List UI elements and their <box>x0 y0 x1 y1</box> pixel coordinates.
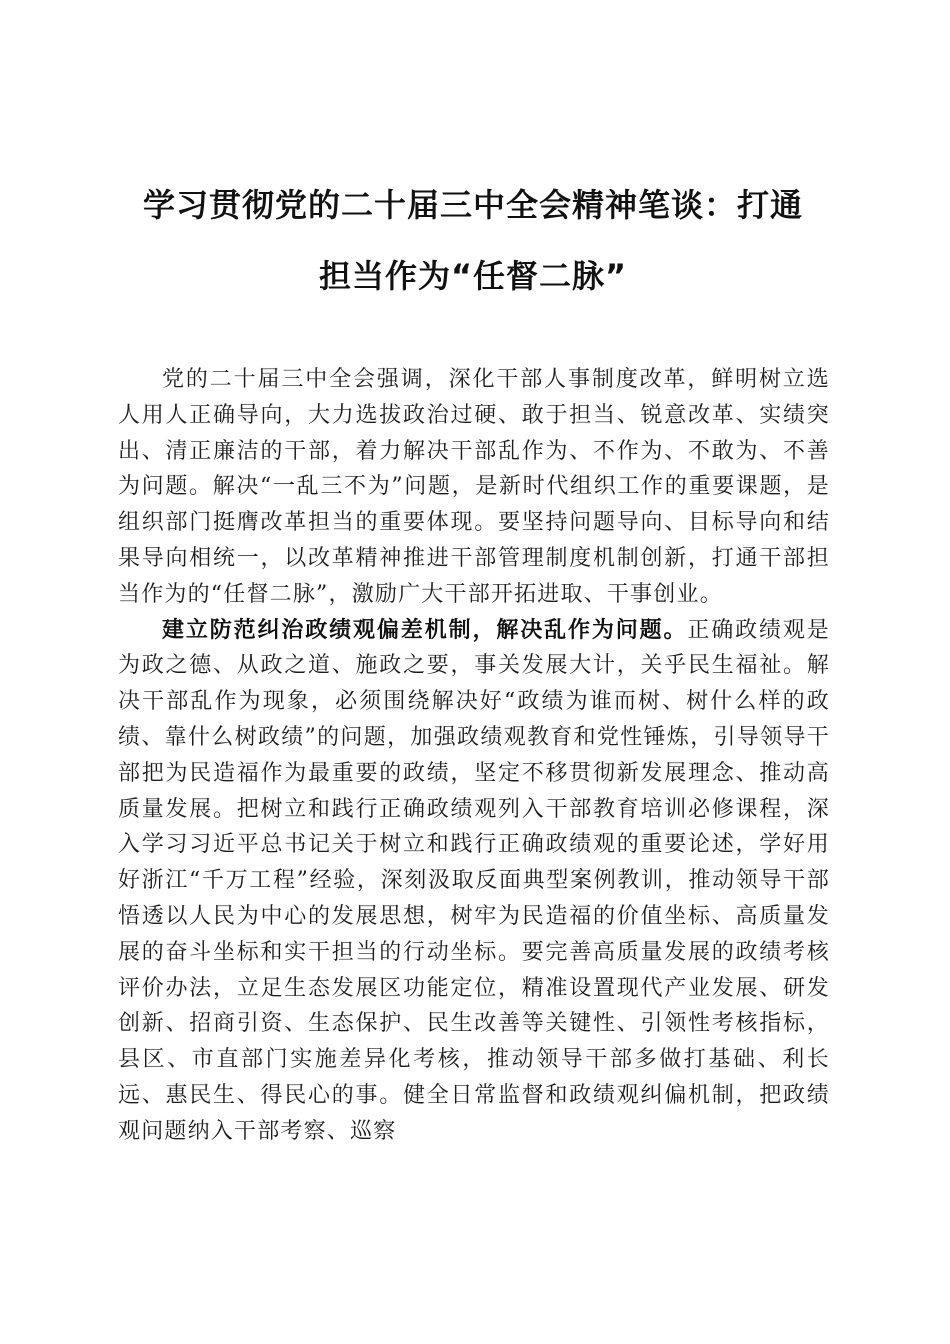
section-heading: 建立防范纠治政绩观偏差机制，解决乱作为问题。 <box>162 617 688 643</box>
title-line-2: 担当作为“任督二脉” <box>318 257 628 295</box>
document-title <box>118 170 828 312</box>
paragraph-intro <box>118 362 830 613</box>
document-body <box>118 362 830 1150</box>
paragraph-section-1 <box>118 613 830 1150</box>
paragraph-text: 正确政绩观是为政之德、从政之道、施政之要，事关发展大计，关乎民生福祉。解决干部乱作为现象，必须围绕解决好“政绩为谁而树、树什么样的政绩、靠什么树政绩”的问题，加强政绩观教育和党性锤炼，引导领导干部把为民造福作为最重要的政绩，坚定不移贯彻新发展理念、推动高质量发展。把树立和践行正确政绩观列入干部教育培训必修课程，深入学习习近平总书记关于树立和践行正确政绩观的重要论述，学好用好浙江“千万工程”经验，深刻汲取反面典型案例教训，推动领导干部悟透以人民为中心的发展思想，树牢为民造福的价值坐标、高质量发展的奋斗坐标和实干担当的行动坐标。要完善高质量发展的政绩考核评价办法，立足生态发展区功能定位，精准设置现代产业发展、研发创新、招商引资、生态保护、民生改善等关键性、引领性考核指标，县区、市直部门实施差异化考核，推动领导干部多做打基础、利长远、惠民生、得民心的事。健全日常监督和政绩观纠偏机制，把政绩观问题纳入干部考察、巡察 <box>118 617 830 1144</box>
paragraph-text: 党的二十届三中全会强调，深化干部人事制度改革，鲜明树立选人用人正确导向，大力选拔政治过硬、敢于担当、锐意改革、实绩突出、清正廉洁的干部，着力解决干部乱作为、不作为、不敢为、不善为问题。解决“一乱三不为”问题，是新时代组织工作的重要课题，是组织部门挺膺改革担当的重要体现。要坚持问题导向、目标导向和结果导向相统一，以改革精神推进干部管理制度机制创新，打通干部担当作为的“任督二脉”，激励广大干部开拓进取、干事创业。 <box>118 367 830 607</box>
title-line-1: 学习贯彻党的二十届三中全会精神笔谈：打通 <box>142 186 803 224</box>
